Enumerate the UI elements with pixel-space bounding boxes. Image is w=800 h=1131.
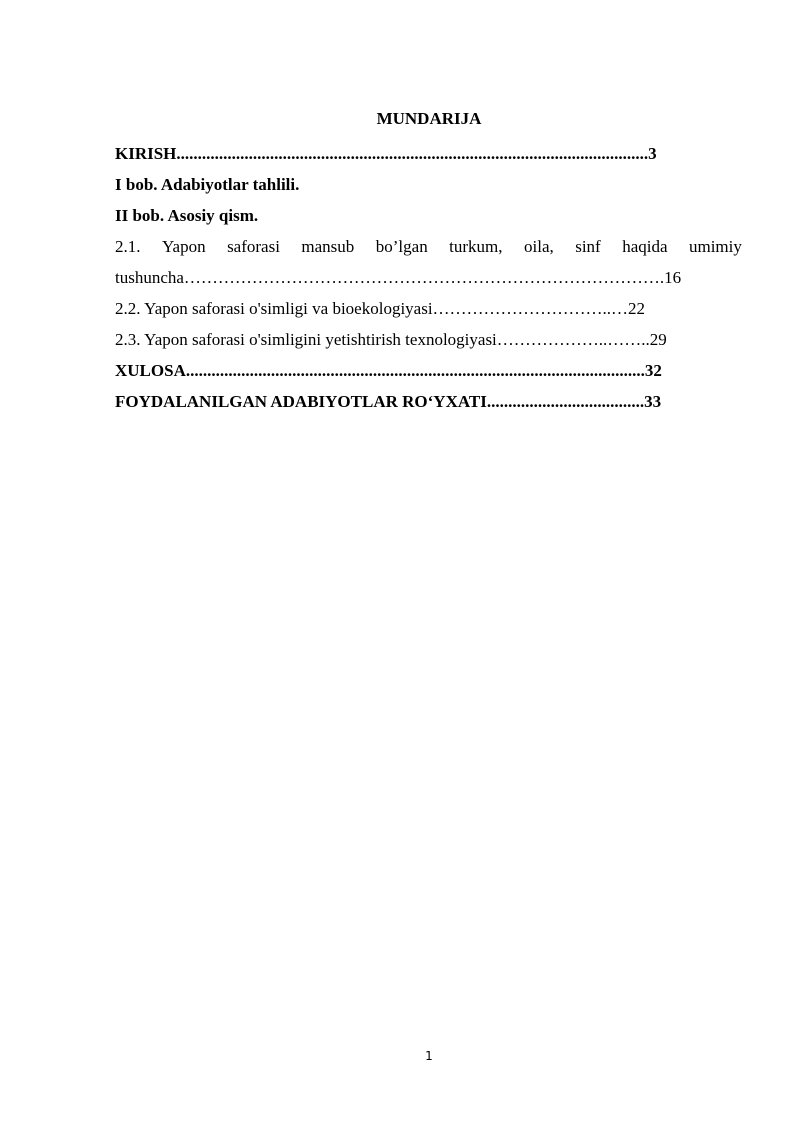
toc-word: saforasi (227, 237, 280, 256)
toc-entry-section-2-3: 2.3. Yapon saforasi o'simligini yetishtirish texnologiyasi………………..……..29 (115, 330, 667, 349)
toc-word: sinf (575, 237, 601, 256)
toc-entry-intro: KIRISH...............................................................................................................3 (115, 144, 657, 163)
toc-word: bo’lgan (375, 237, 428, 256)
page-number: 1 (425, 1049, 433, 1063)
toc-word: 2.1. (115, 237, 141, 256)
toc-word: oila, (524, 237, 554, 256)
toc-word: turkum, (449, 237, 503, 256)
toc-entry-section-2-1 (115, 235, 742, 266)
toc-entry-chapter-2: II bob. Asosiy qism. (115, 206, 259, 225)
toc-word: umimiy (688, 237, 742, 256)
toc-entry-section-2-1-continued: tushuncha………………………………………………………………………….16 (115, 268, 682, 287)
toc-entry-section-2-2: 2.2. Yapon saforasi o'simligi va bioekologiyasi…………………………..…22 (115, 299, 646, 318)
toc-entry-conclusion: XULOSA............................................................................................................32 (115, 361, 662, 380)
toc-word: Yapon (161, 237, 206, 256)
toc-entry-chapter-1: I bob. Adabiyotlar tahlili. (115, 175, 300, 194)
table-of-contents (115, 142, 742, 421)
toc-word: haqida (622, 237, 668, 256)
toc-entry-references: FOYDALANILGAN ADABIYOTLAR RO‘YXATI.....................................33 (115, 392, 662, 411)
toc-word: mansub (301, 237, 355, 256)
page-title: MUNDARIJA (376, 109, 482, 128)
